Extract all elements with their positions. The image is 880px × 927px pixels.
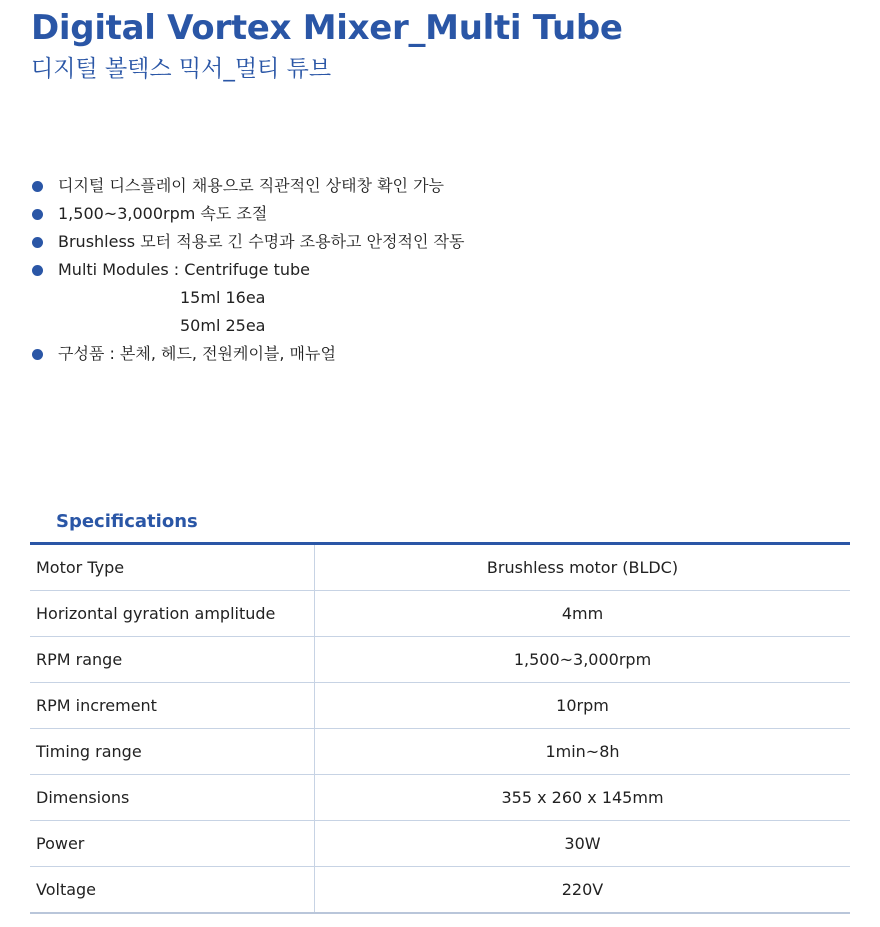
- spec-label: Horizontal gyration amplitude: [30, 591, 315, 637]
- bullet-icon: [32, 349, 43, 360]
- spec-label: Motor Type: [30, 544, 315, 591]
- spec-value: 4mm: [315, 591, 851, 637]
- spec-value: 355 x 260 x 145mm: [315, 775, 851, 821]
- spec-label: Voltage: [30, 867, 315, 914]
- table-row: [30, 544, 850, 591]
- table-row: [30, 867, 850, 914]
- table-row: [30, 729, 850, 775]
- feature-text: Brushless 모터 적용로 긴 수명과 조용하고 안정적인 작동: [58, 232, 465, 251]
- spec-label: RPM increment: [30, 683, 315, 729]
- table-row: [30, 683, 850, 729]
- feature-item-motor: [31, 228, 464, 256]
- feature-text: 구성품 : 본체, 헤드, 전원케이블, 매뉴얼: [58, 344, 336, 363]
- feature-item-speed: [31, 200, 464, 228]
- feature-item-modules: [31, 256, 464, 284]
- bullet-icon: [32, 181, 43, 192]
- feature-item-components: [31, 340, 464, 368]
- table-row: [30, 821, 850, 867]
- spec-value: Brushless motor (BLDC): [315, 544, 851, 591]
- feature-text: 50ml 25ea: [180, 316, 266, 335]
- specifications-heading: Specifications: [56, 511, 198, 532]
- spec-value: 30W: [315, 821, 851, 867]
- bullet-icon: [32, 265, 43, 276]
- feature-subitem-15ml: [31, 284, 464, 312]
- spec-label: Timing range: [30, 729, 315, 775]
- table-row: [30, 637, 850, 683]
- spec-value: 220V: [561, 880, 604, 899]
- table-row: [30, 591, 850, 637]
- feature-item-display: [31, 172, 464, 200]
- specifications-table: [30, 542, 850, 914]
- product-title: Digital Vortex Mixer_Multi Tube: [31, 8, 623, 48]
- spec-label: RPM range: [30, 637, 315, 683]
- feature-list: [31, 172, 464, 368]
- feature-subitem-50ml: [31, 312, 464, 340]
- spec-value: 1min~8h: [315, 729, 851, 775]
- spec-value: 1,500~3,000rpm: [315, 637, 851, 683]
- spec-value: 10rpm: [315, 683, 851, 729]
- bullet-icon: [32, 209, 43, 220]
- product-title-korean: 디지털 볼텍스 믹서_멀티 튜브: [31, 56, 332, 82]
- feature-text: Multi Modules : Centrifuge tube: [58, 260, 310, 279]
- feature-text: 15ml 16ea: [180, 288, 266, 307]
- table-row: [30, 775, 850, 821]
- spec-label: Dimensions: [30, 775, 315, 821]
- feature-text: 디지털 디스플레이 채용으로 직관적인 상태창 확인 가능: [58, 176, 445, 195]
- feature-text: 1,500~3,000rpm 속도 조절: [58, 204, 268, 223]
- bullet-icon: [32, 237, 43, 248]
- spec-label: Power: [30, 821, 315, 867]
